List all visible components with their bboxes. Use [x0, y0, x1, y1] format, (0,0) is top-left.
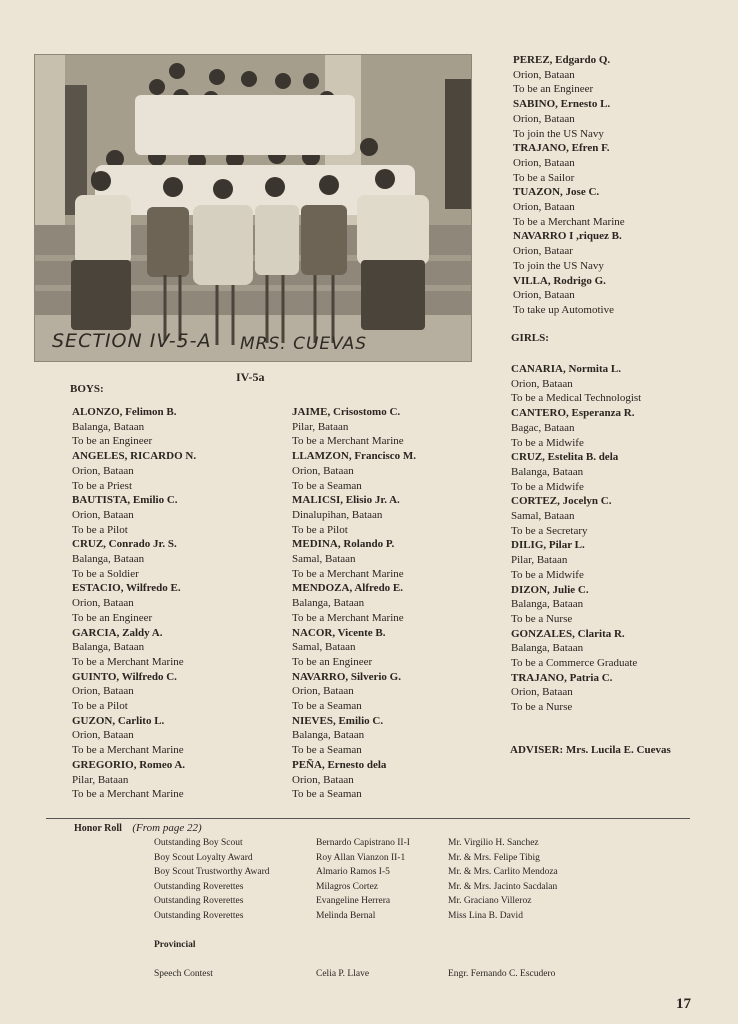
student-place: Orion, Bataan: [513, 289, 575, 302]
student-goal: To be a Commerce Graduate: [511, 657, 638, 670]
student-name: LLAMZON, Francisco M.: [292, 450, 417, 463]
student-goal: To take up Automotive: [513, 303, 614, 316]
student-name: CRUZ, Estelita B. dela: [511, 451, 619, 464]
student-entry: [513, 97, 625, 141]
page-number: 17: [676, 996, 691, 1012]
student-place: Balanga, Bataan: [511, 642, 584, 655]
student-name: TRAJANO, Patria C.: [511, 671, 613, 684]
boys-column-1: [72, 405, 196, 802]
recipient-name: Bernardo Capistrano II-I: [316, 838, 410, 848]
student-goal: To be a Merchant Marine: [292, 567, 404, 580]
class-photo: [34, 54, 472, 362]
student-entry: [511, 627, 641, 671]
student-place: Balanga, Bataan: [511, 465, 584, 478]
student-goal: To be a Priest: [72, 479, 133, 492]
student-place: Pilar, Bataan: [72, 773, 129, 786]
provincial-parent: Engr. Fernando C. Escudero: [448, 969, 556, 979]
student-place: Orion, Bataan: [513, 68, 575, 81]
student-goal: To be a Soldier: [72, 567, 139, 580]
student-goal: To be a Seaman: [292, 479, 362, 492]
student-goal: To be an Engineer: [72, 435, 153, 448]
student-place: Orion, Bataan: [72, 464, 134, 477]
student-goal: To be a Merchant Marine: [292, 435, 404, 448]
student-entry: [72, 626, 196, 670]
boys-heading: BOYS:: [70, 383, 104, 395]
student-goal: To be a Merchant Marine: [292, 611, 404, 624]
student-place: Samal, Bataan: [292, 553, 356, 566]
recipient-name: Roy Allan Vianzon II-1: [316, 852, 406, 863]
student-place: Balanga, Bataan: [292, 729, 365, 742]
student-goal: To join the US Navy: [513, 259, 604, 272]
parent-name: Mr. & Mrs. Felipe Tibig: [448, 852, 540, 863]
student-entry: [511, 494, 641, 538]
student-name: CORTEZ, Jocelyn C.: [511, 495, 612, 508]
divider: [46, 818, 690, 819]
student-place: Dinalupihan, Bataan: [292, 508, 383, 521]
student-goal: To be an Engineer: [292, 655, 373, 668]
girls-heading: GIRLS:: [511, 332, 549, 344]
student-place: Balanga, Bataan: [292, 597, 365, 610]
adviser-line: ADVISER: Mrs. Lucila E. Cuevas: [510, 744, 671, 756]
student-goal: To be a Seaman: [292, 788, 362, 801]
award-name: Outstanding Roverettes: [154, 881, 244, 892]
student-name: MALICSI, Elisio Jr. A.: [292, 494, 400, 507]
student-place: Orion, Bataan: [72, 597, 134, 610]
student-goal: To be a Nurse: [511, 701, 573, 714]
student-name: NACOR, Vicente B.: [292, 626, 386, 639]
student-name: ALONZO, Felimon B.: [72, 406, 177, 418]
student-name: DILIG, Pilar L.: [511, 539, 585, 552]
student-place: Balanga, Bataan: [511, 598, 584, 611]
student-name: BAUTISTA, Emilio C.: [72, 494, 178, 507]
student-goal: To be an Engineer: [72, 611, 153, 624]
student-place: Orion, Bataan: [292, 685, 354, 698]
student-goal: To be a Seaman: [292, 700, 362, 713]
student-name: ESTACIO, Wilfredo E.: [72, 582, 181, 595]
parent-name: Mr. Virgilio H. Sanchez: [448, 838, 539, 848]
student-name: SABINO, Ernesto L.: [513, 98, 611, 111]
student-goal: To be a Midwife: [511, 436, 584, 449]
student-place: Orion, Bataan: [513, 112, 575, 125]
student-entry: [292, 537, 416, 581]
honor-roll-ref: (From page 22): [132, 822, 202, 834]
recipient-name: Evangeline Herrera: [316, 896, 391, 907]
honor-parents-column: [448, 836, 558, 924]
student-name: PEREZ, Edgardo Q.: [513, 54, 611, 66]
student-entry: [513, 274, 625, 318]
award-name: Outstanding Roverettes: [154, 910, 244, 921]
award-name: Boy Scout Loyalty Award: [154, 852, 253, 863]
student-name: MEDINA, Rolando P.: [292, 538, 395, 551]
student-place: Orion, Bataan: [72, 685, 134, 698]
recipient-name: Almario Ramos I-5: [316, 867, 390, 878]
recipient-name: Milagros Cortez: [316, 881, 379, 892]
student-entry: [72, 493, 196, 537]
student-goal: To be a Pilot: [292, 523, 348, 536]
student-entry: [72, 714, 196, 758]
student-goal: To be a Pilot: [72, 700, 128, 713]
parent-name: Mr. & Mrs. Jacinto Sacdalan: [448, 881, 558, 892]
student-entry: [513, 53, 625, 97]
student-place: Pilar, Bataan: [292, 420, 349, 433]
honor-roll-title: Honor Roll: [74, 823, 122, 834]
student-name: NAVARRO, Silverio G.: [292, 670, 401, 683]
student-entry: [72, 449, 196, 493]
student-name: VILLA, Rodrigo G.: [513, 274, 606, 287]
student-name: NIEVES, Emilio C.: [292, 714, 384, 727]
student-entry: [292, 405, 416, 449]
student-place: Balanga, Bataan: [72, 420, 145, 433]
student-place: Orion, Bataan: [513, 201, 575, 214]
student-goal: To be a Pilot: [72, 523, 128, 536]
award-name: Outstanding Roverettes: [154, 896, 244, 907]
student-goal: To be a Merchant Marine: [72, 655, 184, 668]
recipient-name: Melinda Bernal: [316, 910, 376, 921]
student-name: TUAZON, Jose C.: [513, 186, 600, 199]
student-name: MENDOZA, Alfredo E.: [292, 582, 404, 595]
student-entry: [292, 714, 416, 758]
student-place: Pilar, Bataan: [511, 554, 568, 567]
student-name: PEÑA, Ernesto dela: [292, 758, 387, 771]
student-goal: To be a Merchant Marine: [513, 215, 625, 228]
boys-column-2: [292, 405, 416, 802]
student-place: Orion, Bataan: [511, 686, 573, 699]
student-place: Bagac, Bataan: [511, 421, 575, 434]
provincial-heading: Provincial: [154, 940, 196, 950]
student-place: Orion, Bataan: [292, 773, 354, 786]
provincial-award: Speech Contest: [154, 969, 213, 979]
honor-roll-heading: [74, 822, 202, 834]
student-entry: [513, 141, 625, 185]
student-entry: [511, 362, 641, 406]
student-name: GONZALES, Clarita R.: [511, 627, 625, 640]
student-goal: To be a Medical Technologist: [511, 392, 642, 405]
student-entry: [511, 671, 641, 715]
student-entry: [513, 185, 625, 229]
student-entry: [511, 406, 641, 450]
class-photo-image: [35, 55, 471, 361]
student-name: CANTERO, Esperanza R.: [511, 407, 635, 420]
student-entry: [292, 758, 416, 802]
student-goal: To join the US Navy: [513, 127, 604, 140]
student-name: TRAJANO, Efren F.: [513, 142, 610, 155]
student-entry: [72, 670, 196, 714]
photo-label: IV-5a: [236, 370, 265, 384]
student-place: Orion, Bataar: [513, 245, 573, 258]
photo-caption-section: SECTION IV-5-A: [52, 330, 212, 352]
student-entry: [72, 405, 196, 449]
student-entry: [72, 758, 196, 802]
student-entry: [292, 581, 416, 625]
student-place: Orion, Bataan: [292, 464, 354, 477]
student-entry: [292, 493, 416, 537]
student-entry: [292, 626, 416, 670]
student-place: Orion, Bataan: [513, 156, 575, 169]
student-goal: To be a Midwife: [511, 480, 584, 493]
student-entry: [292, 670, 416, 714]
student-place: Samal, Bataan: [292, 641, 356, 654]
student-place: Orion, Bataan: [72, 508, 134, 521]
student-goal: To be a Merchant Marine: [72, 744, 184, 757]
student-entry: [72, 581, 196, 625]
parent-name: Mr. & Mrs. Carlito Mendoza: [448, 867, 558, 878]
student-entry: [292, 449, 416, 493]
student-place: Balanga, Bataan: [72, 641, 145, 654]
student-entry: [511, 583, 641, 627]
student-name: DIZON, Julie C.: [511, 583, 589, 596]
boys-column-3: [513, 53, 625, 318]
student-place: Balanga, Bataan: [72, 553, 145, 566]
student-goal: To be a Nurse: [511, 612, 573, 625]
student-goal: To be a Secretary: [511, 524, 588, 537]
photo-caption-teacher: MRS. CUEVAS: [240, 334, 368, 354]
award-name: Boy Scout Trustworthy Award: [154, 867, 270, 878]
award-name: Outstanding Boy Scout: [154, 838, 243, 848]
provincial-recipient: Celia P. Llave: [316, 969, 370, 979]
student-name: GREGORIO, Romeo A.: [72, 758, 186, 771]
student-entry: [511, 538, 641, 582]
honor-recipients-column: [316, 836, 410, 924]
student-name: CANARIA, Normita L.: [511, 363, 621, 375]
student-name: ANGELES, RICARDO N.: [72, 450, 197, 463]
parent-name: Mr. Graciano Villeroz: [448, 896, 532, 907]
student-entry: [513, 229, 625, 273]
student-goal: To be an Engineer: [513, 83, 594, 96]
student-name: NAVARRO I ,riquez B.: [513, 230, 622, 243]
student-goal: To be a Seaman: [292, 744, 362, 757]
student-name: CRUZ, Conrado Jr. S.: [72, 538, 177, 551]
student-name: JAIME, Crisostomo C.: [292, 406, 401, 418]
honor-awards-column: [154, 836, 270, 924]
girls-column: [511, 362, 641, 715]
student-goal: To be a Midwife: [511, 568, 584, 581]
student-name: GARCIA, Zaldy A.: [72, 626, 163, 639]
student-name: GUINTO, Wilfredo C.: [72, 670, 177, 683]
student-goal: To be a Merchant Marine: [72, 788, 184, 801]
student-entry: [511, 450, 641, 494]
student-entry: [72, 537, 196, 581]
student-goal: To be a Sailor: [513, 171, 575, 184]
student-place: Orion, Bataan: [511, 377, 573, 390]
student-name: GUZON, Carlito L.: [72, 714, 165, 727]
student-place: Orion, Bataan: [72, 729, 134, 742]
parent-name: Miss Lina B. David: [448, 910, 523, 921]
student-place: Samal, Bataan: [511, 510, 575, 523]
